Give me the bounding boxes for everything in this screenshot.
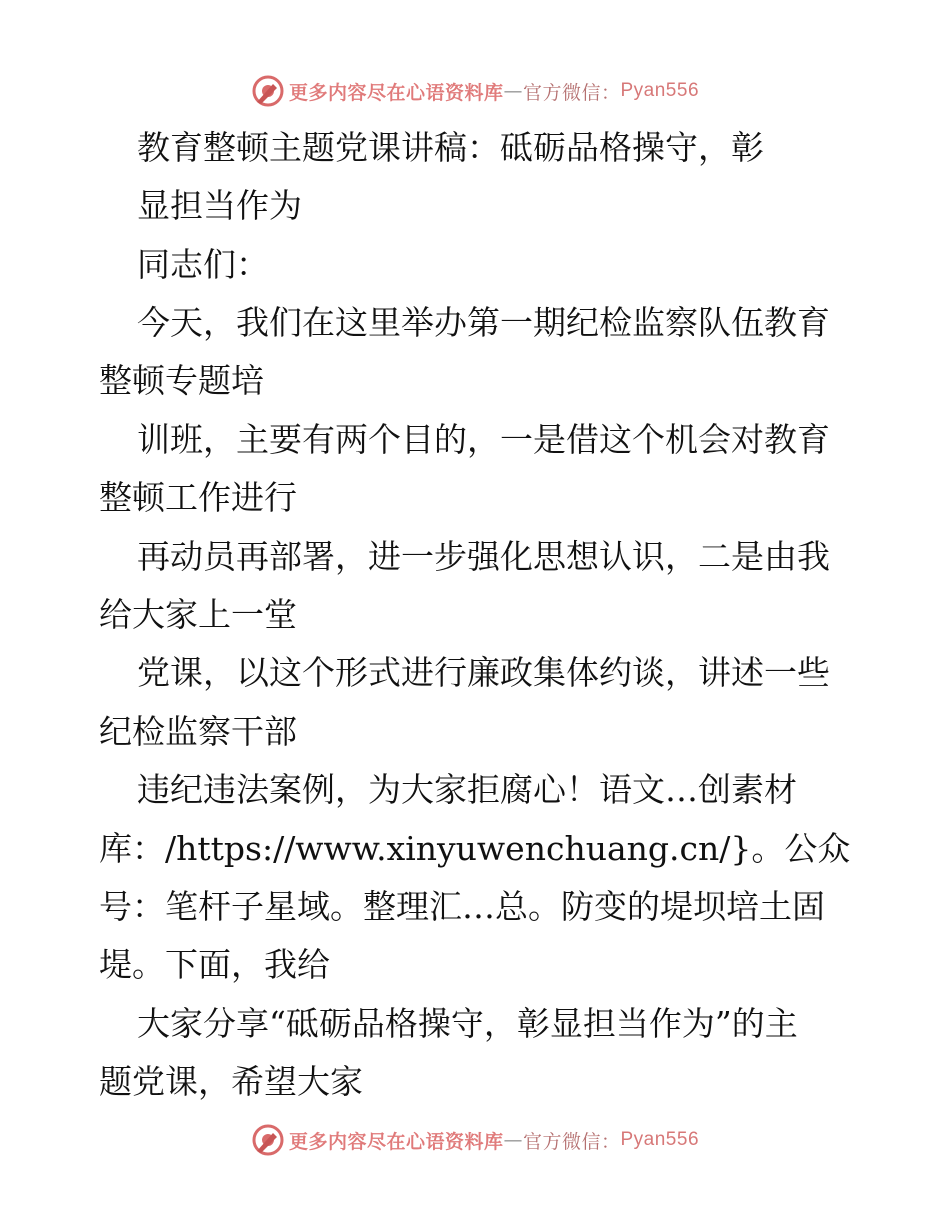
watermark-contact-label: 官方微信： [522, 81, 621, 104]
header-watermark [0, 71, 950, 111]
paragraph-line: 库：/https://www.xinyuwenchuang.cn/}。公众 [99, 829, 851, 868]
title-line-2: 显担当作为 [137, 186, 302, 225]
paragraph-line: 堤。下面，我给 [99, 945, 330, 984]
salutation: 同志们： [137, 245, 269, 284]
paragraph-line: 整顿专题培 [99, 361, 264, 400]
watermark-text: 更多内容尽在心语资料库 [288, 1130, 504, 1153]
watermark-contact-id: Pyan556 [620, 1129, 700, 1150]
paragraph-line: 训班，主要有两个目的，一是借这个机会对教育 [137, 420, 830, 459]
watermark-contact-id: Pyan556 [620, 80, 700, 101]
title-line-1: 教育整顿主题党课讲稿：砥砺品格操守，彰 [137, 128, 764, 167]
paragraph-line: 党课，以这个形式进行廉政集体约谈，讲述一些 [137, 653, 830, 692]
paragraph-line: 给大家上一堂 [99, 595, 297, 634]
paragraph-line: 违纪违法案例，为大家拒腐心！语文…创素材 [137, 770, 797, 809]
paragraph-line: 大家分享“砥砺品格操守，彰显担当作为”的主 [137, 1004, 798, 1043]
watermark-dash: — [503, 1129, 523, 1151]
pen-logo-icon [251, 1123, 285, 1157]
paragraph-line: 号：笔杆子星域。整理汇…总。防变的堤坝培土固 [99, 887, 825, 926]
watermark-dash: — [503, 80, 523, 102]
paragraph-line: 纪检监察干部 [99, 712, 297, 751]
paragraph-line: 今天，我们在这里举办第一期纪检监察队伍教育 [137, 303, 830, 342]
watermark-contact-label: 官方微信： [522, 1130, 621, 1153]
paragraph-line: 题党课，希望大家 [99, 1062, 363, 1101]
pen-logo-icon [251, 74, 285, 108]
paragraph-line: 再动员再部署，进一步强化思想认识，二是由我 [137, 537, 830, 576]
footer-watermark [0, 1120, 950, 1160]
watermark-text: 更多内容尽在心语资料库 [288, 81, 504, 104]
paragraph-line: 整顿工作进行 [99, 478, 297, 517]
